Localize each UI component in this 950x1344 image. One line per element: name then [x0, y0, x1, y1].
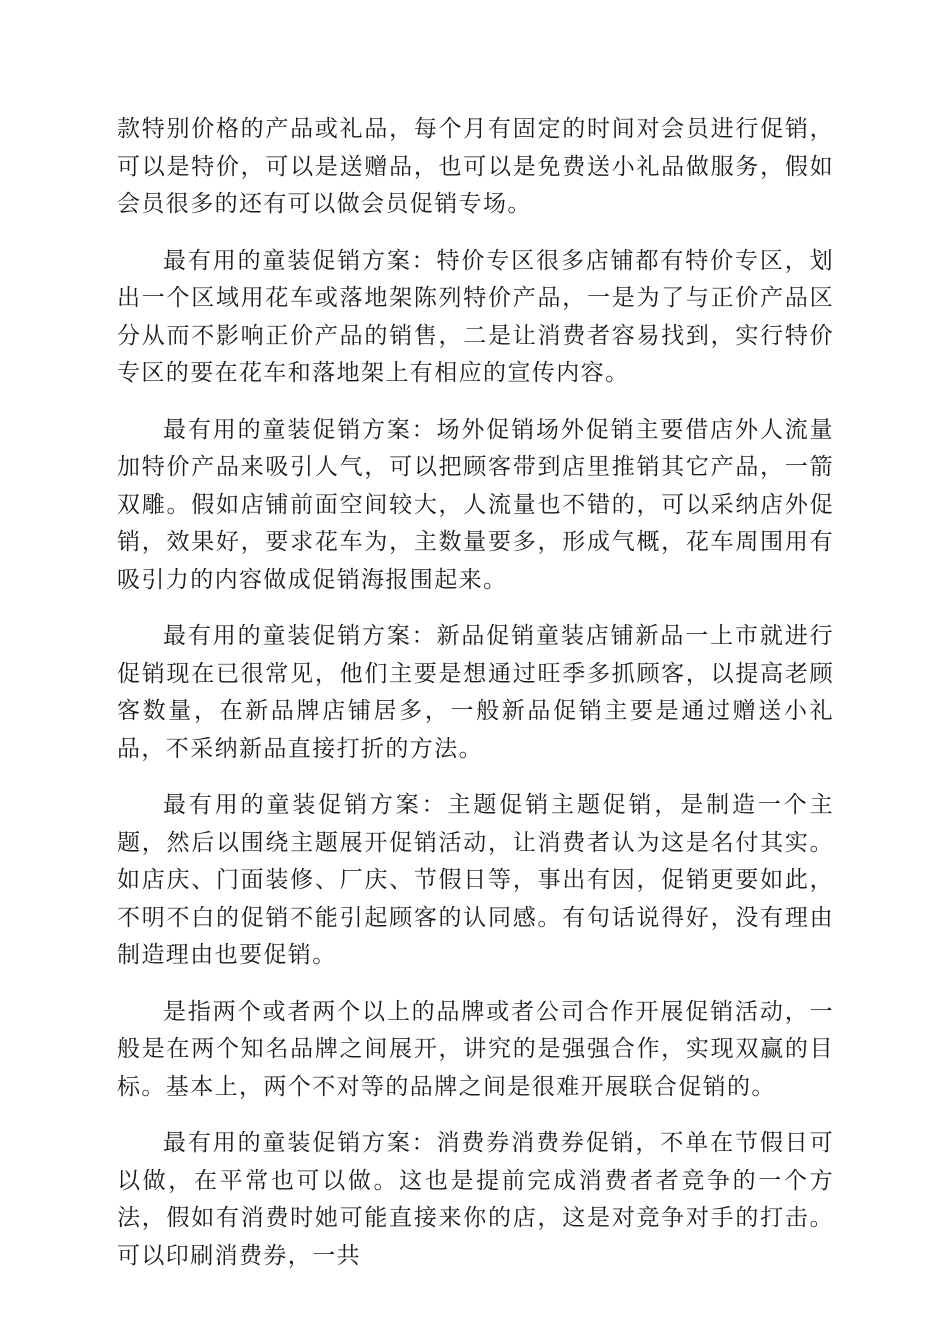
paragraph-2: 最有用的童装促销方案：特价专区很多店铺都有特价专区，划出一个区域用花车或落地架陈列特价产品，一是为了与正价产品区分从而不影响正价产品的销售，二是让消费者容易找到，实行特价专区的要在花车和落地架上有相应的宣传内容。 — [117, 247, 834, 386]
paragraph-4: 最有用的童装促销方案：新品促销童装店铺新品一上市就进行促销现在已很常见，他们主要是想通过旺季多抓顾客，以提高老顾客数量，在新品牌店铺居多，一般新品促销主要是通过赠送小礼品，不采纳新品直接打折的方法。 — [117, 623, 834, 762]
paragraph-3: 最有用的童装促销方案：场外促销场外促销主要借店外人流量加特价产品来吸引人气，可以把顾客带到店里推销其它产品，一箭双雕。假如店铺前面空间较大，人流量也不错的，可以采纳店外促销，效果好，要求花车为，主数量要多，形成气概，花车周围用有吸引力的内容做成促销海报围起来。 — [117, 416, 834, 593]
paragraph-1: 款特别价格的产品或礼品，每个月有固定的时间对会员进行促销，可以是特价，可以是送赠品，也可以是免费送小礼品做服务，假如会员很多的还有可以做会员促销专场。 — [117, 116, 834, 217]
document-body — [117, 111, 834, 1294]
paragraph-7: 最有用的童装促销方案：消费券消费券促销，不单在节假日可以做，在平常也可以做。这也是提前完成消费者者竞争的一个方法，假如有消费时她可能直接来你的店，这是对竞争对手的打击。可以印刷消费券，一共 — [117, 1130, 834, 1269]
paragraph-6: 是指两个或者两个以上的品牌或者公司合作开展促销活动，一般是在两个知名品牌之间展开，讲究的是强强合作，实现双赢的目标。基本上，两个不对等的品牌之间是很难开展联合促销的。 — [117, 998, 834, 1100]
paragraph-5: 最有用的童装促销方案：主题促销主题促销，是制造一个主题，然后以围绕主题展开促销活动，让消费者认为这是名付其实。如店庆、门面装修、厂庆、节假日等，事出有因，促销更要如此，不明不白的促销不能引起顾客的认同感。有句话说得好，没有理由制造理由也要促销。 — [117, 792, 834, 968]
